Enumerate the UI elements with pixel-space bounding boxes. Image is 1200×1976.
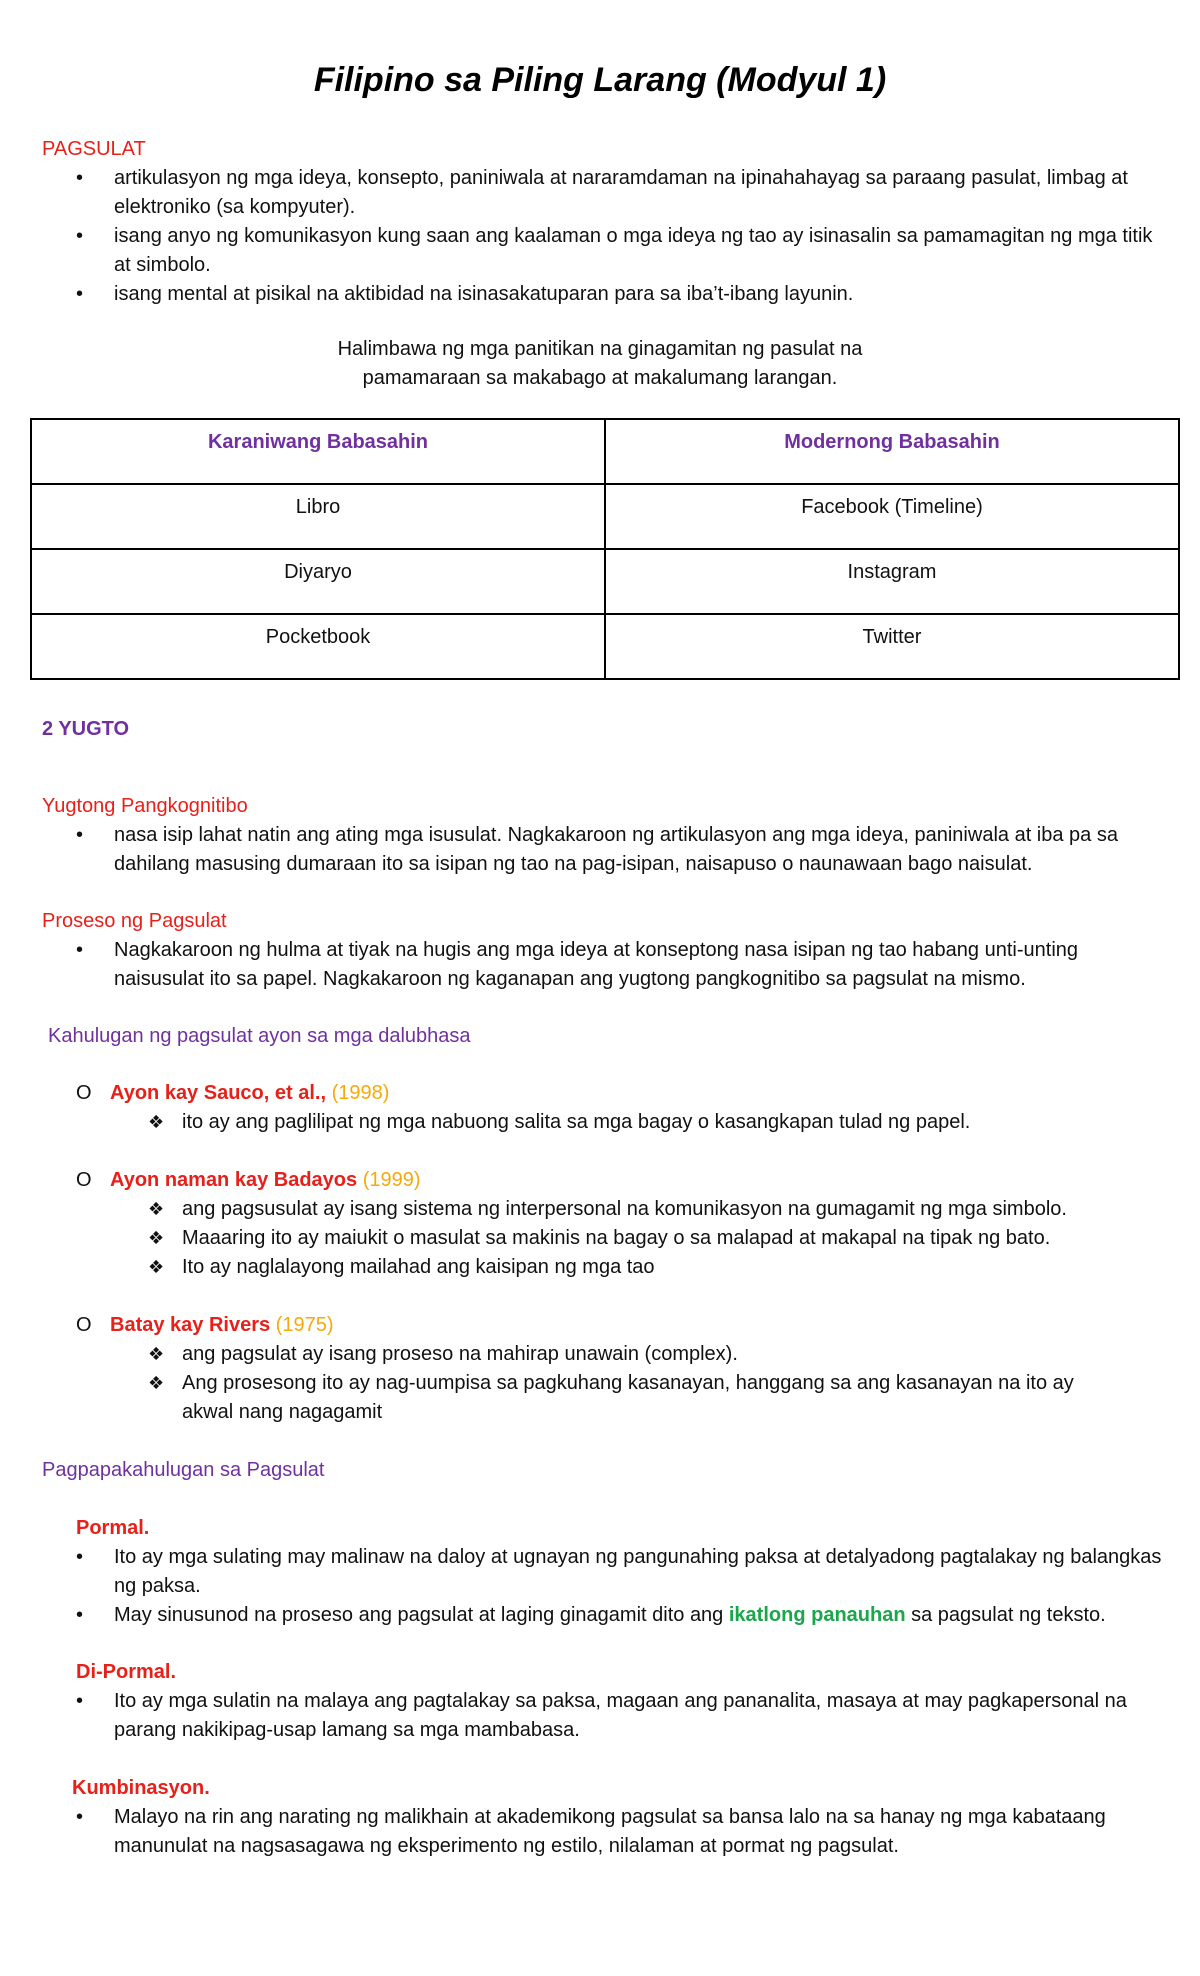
expert-name: Batay kay Rivers — [110, 1314, 271, 1336]
list-item: • Malayo na rin ang narating ng malikhain at akademikong pagsulat sa bansa lalo na sa hanay ng mga kabataang manunulat na nagsasagawa ng eksperimento ng estilo, nilalaman at pormat ng pagsulat. — [42, 1803, 1172, 1861]
dipormal-list — [42, 1687, 1172, 1745]
halimbawa-line-2: pamamaraan sa makabago at makalumang larangan. — [362, 367, 838, 389]
table-cell: Facebook (Timeline) — [605, 484, 1179, 549]
expert-name: Ayon naman kay Badayos — [110, 1169, 358, 1191]
diamond-bullet-icon: ❖ — [148, 1228, 165, 1248]
list-item: ❖ Ang prosesong ito ay nag-uumpisa sa pagkuhang kasanayan, hanggang sa ang kasanayan na ito ay akwal nang nagagamit — [148, 1369, 1118, 1427]
bullet-icon: • — [76, 167, 84, 189]
sauco-points — [148, 1108, 1168, 1137]
list-item: ❖ ang pagsusulat ay isang sistema ng interpersonal na komunikasyon na gumagamit ng mga simbolo. — [148, 1195, 1168, 1224]
pormal-list — [42, 1543, 1172, 1630]
list-item: ❖ ito ay ang paglilipat ng mga nabuong salita sa mga bagay o kasangkapan tulad ng papel. — [148, 1108, 1168, 1137]
kumbinasyon-list — [42, 1803, 1172, 1861]
circle-bullet-icon: O — [76, 1314, 92, 1336]
proseso-list — [42, 936, 1172, 994]
pangkognitibo-list — [42, 821, 1172, 879]
bullet-icon: • — [76, 939, 84, 961]
pagsulat-list — [42, 164, 1172, 309]
bullet-icon: • — [76, 283, 84, 305]
expert-year: (1998) — [331, 1082, 390, 1104]
pormal-heading: Pormal. — [76, 1517, 150, 1539]
diamond-bullet-icon: ❖ — [148, 1112, 165, 1132]
bullet-icon: • — [76, 225, 84, 247]
expert-name: Ayon kay Sauco, et al., — [110, 1082, 327, 1104]
table-header-row — [31, 419, 1179, 484]
bullet-icon: • — [76, 1806, 84, 1828]
table-header-cell: Karaniwang Babasahin — [31, 419, 605, 484]
circle-bullet-icon: O — [76, 1169, 92, 1191]
rivers-points — [148, 1340, 1118, 1427]
dipormal-heading: Di-Pormal. — [76, 1661, 177, 1683]
yugto-heading: 2 YUGTO — [42, 718, 130, 740]
bullet-icon: • — [76, 1546, 84, 1568]
diamond-bullet-icon: ❖ — [148, 1373, 165, 1393]
bullet-icon: • — [76, 1690, 84, 1712]
table-cell: Libro — [31, 484, 605, 549]
kumbinasyon-heading: Kumbinasyon. — [72, 1777, 210, 1799]
list-item: • May sinusunod na proseso ang pagsulat at laging ginagamit dito ang ikatlong panauhan sa pagsulat ng teksto. — [42, 1601, 1172, 1630]
pangkognitibo-heading: Yugtong Pangkognitibo — [42, 795, 248, 817]
diamond-bullet-icon: ❖ — [148, 1344, 165, 1364]
list-item: • isang mental at pisikal na aktibidad na isinasakatuparan para sa iba’t-ibang layunin. — [42, 280, 1172, 309]
list-item: • artikulasyon ng mga ideya, konsepto, paniniwala at nararamdaman na ipinahahayag sa paraang pasulat, limbag at elektroniko (sa kompyuter). — [42, 164, 1172, 222]
table-header-cell: Modernong Babasahin — [605, 419, 1179, 484]
bullet-icon: • — [76, 1604, 84, 1626]
list-item: • Nagkakaroon ng hulma at tiyak na hugis ang mga ideya at konseptong nasa isipan ng tao habang unti-unting naisusulat ito sa papel. Nagkakaroon ng kaganapan ang yugtong pangkognitibo sa pagsulat na mismo. — [42, 936, 1172, 994]
pagsulat-heading: PAGSULAT — [42, 138, 146, 160]
babasahin-table — [30, 418, 1180, 680]
expert-rivers — [76, 1311, 333, 1340]
list-item: • isang anyo ng komunikasyon kung saan ang kaalaman o mga ideya ng tao ay isinasalin sa pamamagitan ng mga titik at simbolo. — [42, 222, 1172, 280]
table-cell: Twitter — [605, 614, 1179, 679]
diamond-bullet-icon: ❖ — [148, 1199, 165, 1219]
pagpapakahulugan-heading: Pagpapakahulugan sa Pagsulat — [42, 1459, 325, 1481]
table-cell: Instagram — [605, 549, 1179, 614]
expert-year: (1999) — [362, 1169, 421, 1191]
table-cell: Diyaryo — [31, 549, 605, 614]
list-item: • nasa isip lahat natin ang ating mga isusulat. Nagkakaroon ng artikulasyon ang mga ideya, paniniwala at iba pa sa dahilang masusing dumaraan ito sa isipan ng tao na pag-isipan, naisapuso o naunawaan bago naisulat. — [42, 821, 1172, 879]
halimbawa-line-1: Halimbawa ng mga panitikan na ginagamitan ng pasulat na — [337, 338, 863, 360]
page-title: Filipino sa Piling Larang (Modyul 1) — [313, 61, 887, 99]
badayos-points — [148, 1195, 1168, 1282]
table-row — [31, 549, 1179, 614]
circle-bullet-icon: O — [76, 1082, 92, 1104]
expert-sauco — [76, 1079, 389, 1108]
table-cell: Pocketbook — [31, 614, 605, 679]
list-item: • Ito ay mga sulating may malinaw na daloy at ugnayan ng pangunahing paksa at detalyadong pagtalakay ng balangkas ng paksa. — [42, 1543, 1172, 1601]
bullet-icon: • — [76, 824, 84, 846]
list-item: • Ito ay mga sulatin na malaya ang pagtalakay sa paksa, magaan ang pananalita, masaya at may pagkapersonal na parang nakikipag-usap lamang sa mga mambabasa. — [42, 1687, 1172, 1745]
expert-badayos — [76, 1166, 421, 1195]
list-item: ❖ ang pagsulat ay isang proseso na mahirap unawain (complex). — [148, 1340, 1118, 1369]
ikatlong-panauhan-highlight: ikatlong panauhan — [728, 1604, 906, 1626]
proseso-heading: Proseso ng Pagsulat — [42, 910, 227, 932]
list-item: ❖ Ito ay naglalayong mailahad ang kaisipan ng mga tao — [148, 1253, 1168, 1282]
table-row — [31, 614, 1179, 679]
diamond-bullet-icon: ❖ — [148, 1257, 165, 1277]
kahulugan-heading: Kahulugan ng pagsulat ayon sa mga dalubhasa — [48, 1025, 471, 1047]
list-item: ❖ Maaaring ito ay maiukit o masulat sa makinis na bagay o sa malapad at makapal na tipak ng bato. — [148, 1224, 1168, 1253]
table-row — [31, 484, 1179, 549]
expert-year: (1975) — [275, 1314, 334, 1336]
